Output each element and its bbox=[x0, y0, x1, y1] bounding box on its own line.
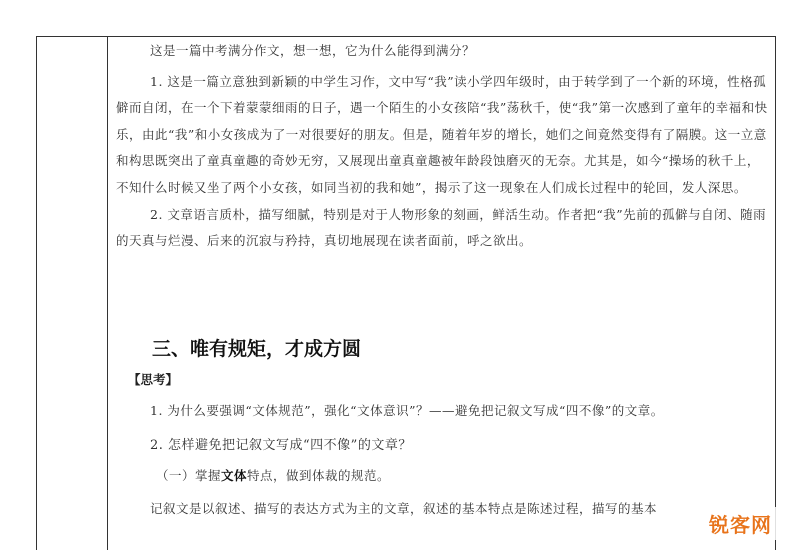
subpoint-1-bold: 文体 bbox=[221, 468, 248, 484]
paragraph-2: 2. 文章语言质朴，描写细腻，特别是对于人物形象的刻画，鲜活生动。作者把“我”先前的孤僻与自闭、随雨的天真与烂漫、后来的沉寂与矜持，真切地展现在读者面前，呼之欲出。 bbox=[116, 206, 767, 249]
subpoint-1-suffix: 特点，做到体裁的规范。 bbox=[247, 468, 391, 484]
think-label: 【思考】 bbox=[128, 372, 179, 387]
question-1: 1. 为什么要强调“文体规范”，强化“文体意识”？——避免把记叙文写成“四不像”的文章。 bbox=[150, 403, 664, 418]
intro-text: 这是一篇中考满分作文，想一想，它为什么能得到满分？ bbox=[150, 43, 476, 58]
table-left-column bbox=[36, 36, 108, 550]
site-watermark-logo: 锐客网 bbox=[705, 507, 776, 540]
subpoint-1 bbox=[116, 463, 768, 490]
section-heading: 三、唯有规矩，才成方圆 bbox=[152, 338, 362, 360]
section-body bbox=[116, 398, 768, 522]
document-body bbox=[116, 38, 768, 255]
question-2: 2. 怎样避免把记叙文写成“四不像”的文章？ bbox=[150, 437, 412, 453]
subpoint-1-prefix: （一）掌握 bbox=[156, 468, 222, 484]
narrative-text: 记叙文是以叙述、描写的表达方式为主的文章，叙述的基本特点是陈述过程，描写的基本 bbox=[150, 500, 658, 516]
paragraph-1: 1. 这是一篇立意独到新颖的中学生习作，文中写“我”读小学四年级时，由于转学到了一个新的环境，性格孤僻而自闭，在一个下着蒙蒙细雨的日子，遇一个陌生的小女孩陪“我”荡秋千，使“我”第一次感到了童年的幸福和快乐，由此“我”和小女孩成为了一对很要好的朋友。但是，随着年岁的增长，她们之间竟然变得有了隔膜。这一立意和构思既突出了童真童趣的奇妙无穷，又展现出童真童趣被年龄段蚀磨灭的无奈。尤其是，如今“操场的秋千上，不知什么时候又坐了两个小女孩，如同当初的我和她”，揭示了这一现象在人们成长过程中的轮回，发人深思。 bbox=[116, 73, 768, 195]
